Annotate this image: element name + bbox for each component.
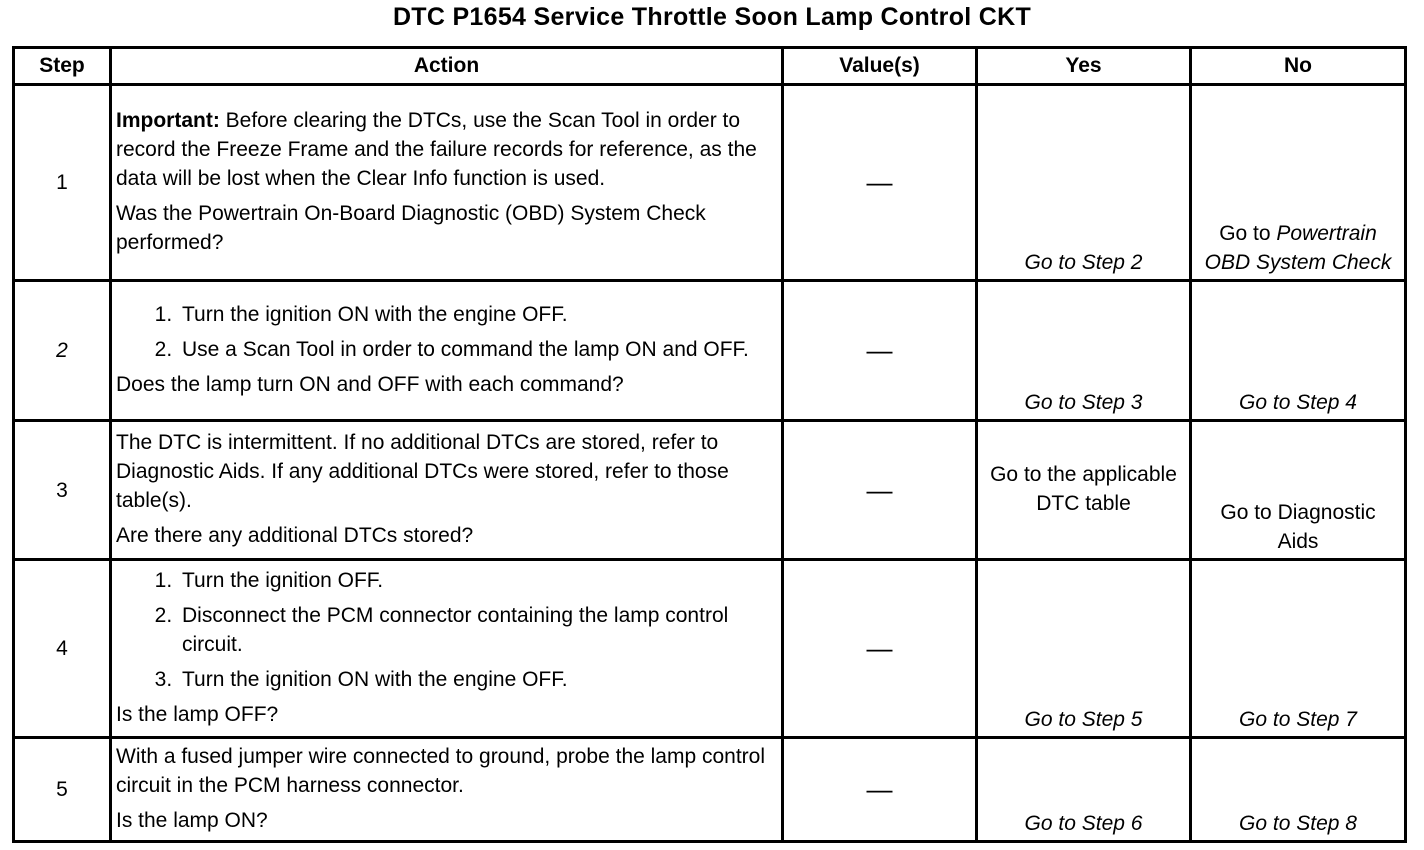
question-text: Are there any additional DTCs stored? (116, 524, 474, 547)
list-item: 2. Disconnect the PCM connector containing the lamp control circuit. (178, 601, 775, 659)
question-text: Was the Powertrain On-Board Diagnostic (OBD) System Check performed? (116, 202, 706, 254)
action-cell (111, 421, 783, 560)
step-number: 5 (14, 738, 111, 842)
question-text: Does the lamp turn ON and OFF with each command? (116, 373, 624, 396)
header-values: Value(s) (783, 48, 977, 85)
action-cell (111, 738, 783, 842)
table-row (14, 738, 1406, 842)
table-row (14, 421, 1406, 560)
no-cell: Go to Diagnostic Aids (1191, 421, 1406, 560)
header-yes: Yes (977, 48, 1191, 85)
yes-cell: Go to Step 5 (977, 560, 1191, 738)
table-row (14, 560, 1406, 738)
yes-cell: Go to Step 3 (977, 281, 1191, 421)
table-header-row (14, 48, 1406, 85)
step-number: 2 (14, 281, 111, 421)
diagnostic-table (12, 46, 1407, 843)
step-number: 1 (14, 85, 111, 281)
header-action: Action (111, 48, 783, 85)
important-text: Before clearing the DTCs, use the Scan Tool in order to record the Freeze Frame and the failure records for reference, as the data will be lost when the Clear Info function is used. (116, 109, 757, 190)
action-cell (111, 85, 783, 281)
yes-cell: Go to Step 2 (977, 85, 1191, 281)
no-prefix: Go to (1219, 222, 1277, 245)
table-row (14, 281, 1406, 421)
question-text: Is the lamp OFF? (116, 703, 279, 726)
table-row (14, 85, 1406, 281)
no-cell: Go to Step 8 (1191, 738, 1406, 842)
instruction-text: With a fused jumper wire connected to ground, probe the lamp control circuit in the PCM harness connector. (116, 745, 766, 797)
page-title: DTC P1654 Service Throttle Soon Lamp Control CKT (392, 3, 1032, 31)
procedure-list (116, 566, 775, 694)
value-cell: — (783, 738, 977, 842)
no-cell: Go to Step 4 (1191, 281, 1406, 421)
instruction-text: The DTC is intermittent. If no additional DTCs are stored, refer to Diagnostic Aids. If any additional DTCs were stored, refer to those table(s). (116, 431, 729, 512)
value-cell: — (783, 281, 977, 421)
header-no: No (1191, 48, 1406, 85)
list-item: 1. Turn the ignition ON with the engine OFF. (178, 300, 775, 329)
question-text: Is the lamp ON? (116, 809, 268, 832)
step-number: 4 (14, 560, 111, 738)
yes-cell: Go to Step 6 (977, 738, 1191, 842)
action-cell (111, 560, 783, 738)
no-reference: Powertrain OBD System Check (1204, 222, 1392, 274)
yes-cell: Go to the applicable DTC table (977, 421, 1191, 560)
header-step: Step (14, 48, 111, 85)
important-label: Important: (116, 109, 220, 132)
list-item: 3. Turn the ignition ON with the engine OFF. (178, 665, 775, 694)
no-cell (1191, 85, 1406, 281)
value-cell: — (783, 421, 977, 560)
no-cell: Go to Step 7 (1191, 560, 1406, 738)
value-cell: — (783, 560, 977, 738)
list-item: 2. Use a Scan Tool in order to command the lamp ON and OFF. (178, 335, 775, 364)
procedure-list (116, 300, 775, 364)
value-cell: — (783, 85, 977, 281)
action-cell (111, 281, 783, 421)
important-note (116, 106, 775, 193)
list-item: 1. Turn the ignition OFF. (178, 566, 775, 595)
step-number: 3 (14, 421, 111, 560)
